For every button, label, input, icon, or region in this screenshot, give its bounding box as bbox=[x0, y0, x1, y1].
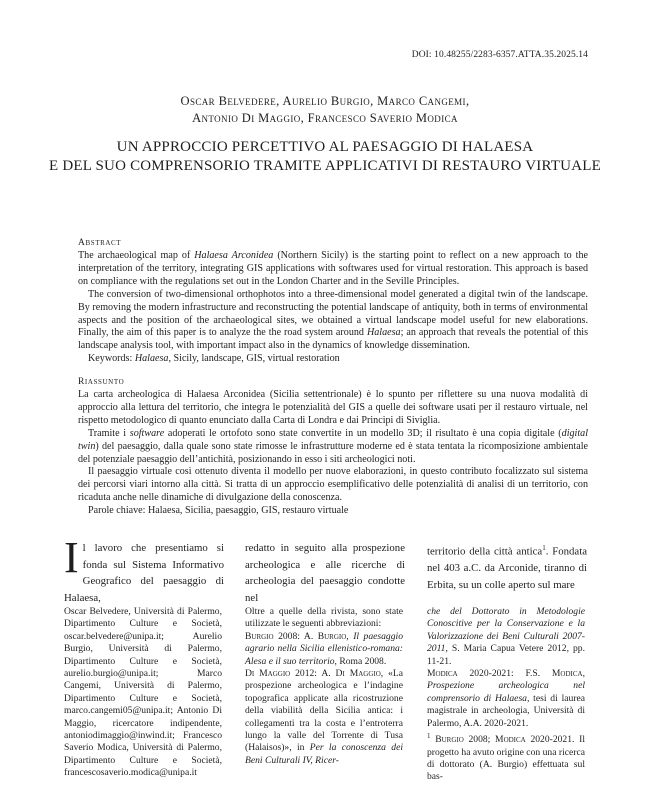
footnote-column-2 bbox=[245, 606, 403, 767]
abstract-paragraph-1: The archaeological map of Halaesa Arconidea (Northern Sicily) is the starting point to reflect on a new approach to the interpretation of the territory, integrating GIS applications with softwares used for virtual restoration. This approach is based on compliance with the regulations set out in the London Charter and in the Seville Principles. bbox=[78, 250, 588, 287]
author-line-1: Oscar Belvedere, Aurelio Burgio, Marco Cangemi, bbox=[180, 94, 470, 108]
abbreviation-dimaggio-cont: che del Dottorato in Metodologie Conoscitive per la Conservazione e la Valorizzazione dei Beni Culturali 2007-2011, S. Maria Capua Vetere 2012, pp. 11-21. bbox=[427, 606, 585, 667]
abbreviation-modica: Modica 2020-2021: F.S. Modica, Prospezione archeologica nel comprensorio di Halaesa, tesi di laurea magistrale in archeologia, Università di Palermo, A.A. 2020-2021. bbox=[427, 668, 585, 729]
footnote-column-3 bbox=[427, 606, 585, 784]
riassunto-section bbox=[78, 377, 588, 518]
body-text-1: l lavoro che presentiamo si fonda sul Sistema Informativo Geografico del paesaggio di Halaesa, bbox=[64, 542, 224, 604]
abstract-keywords: Keywords: Halaesa, Sicily, landscape, GIS, virtual restoration bbox=[88, 353, 340, 365]
title-line-1: UN APPROCCIO PERCETTIVO AL PAESAGGIO DI HALAESA bbox=[116, 139, 534, 155]
abstract-heading: Abstract bbox=[78, 238, 122, 248]
paper-title bbox=[0, 138, 650, 176]
riassunto-heading: Riassunto bbox=[78, 377, 125, 387]
abstract-section bbox=[78, 238, 588, 366]
footnote-1: $^1$ Burgio 2008; Modica 2020-2021. Il progetto ha avuto origine con una ricerca di dottorato (A. Burgio) effettuata sul bas- bbox=[427, 732, 585, 783]
abbreviation-burgio-2008: Burgio 2008: A. Burgio, Il paesaggio agrario nella Sicilia ellenistico-romana: Alesa e il suo territorio, Roma 2008. bbox=[245, 630, 403, 667]
author-list bbox=[0, 93, 650, 127]
body-column-2 bbox=[245, 540, 405, 606]
riassunto-paragraph-1: La carta archeologica di Halaesa Arconidea (Sicilia settentrionale) è lo spunto per riflettere su una nuova modalità di approccio alla lettura del territorio, che integra le potenzialità del GIS a quelle dei software usati per il restauro virtuale, nel rispetto metodologico di quanto enunciato dalla Carta di Londra e dai Principi di Siviglia. bbox=[78, 389, 588, 426]
abbreviation-dimaggio-2012: Di Maggio 2012: A. Di Maggio, «La prospezione archeologica e l’indagine topografica applicate alla ricostruzione della viabilità della Sicilia antica: i collegamenti tra la costa e l’entroterra lungo la valle del Torrente di Tusa (Halaisos)», in Per la conoscenza dei Beni Culturali IV, Ricer- bbox=[245, 668, 403, 766]
author-line-2: Antonio Di Maggio, Francesco Saverio Modica bbox=[192, 111, 458, 125]
author-affiliations: Oscar Belvedere, Università di Palermo, Dipartimento Culture e Società, oscar.belvedere@unipa.it; Aurelio Burgio, Università di Palermo, Dipartimento Culture e Società, aurelio.burgio@unipa.it; Marco Cangemi, Università di Palermo, Dipartimento Culture e Società, marco.cangemi05@unipa.it; Antonio Di Maggio, ricercatore indipendente, antoniodimaggio@inwind.it; Francesco Saverio Modica, Università di Palermo, Dipartimento Culture e Società, francescosaverio.modica@unipa.it bbox=[64, 606, 222, 779]
riassunto-keywords: Parole chiave: Halaesa, Sicilia, paesaggio, GIS, restauro virtuale bbox=[88, 505, 349, 517]
footnote-ref-1: 1 bbox=[542, 544, 546, 552]
doi-label: DOI: 10.48255/2283-6357.ATTA.35.2025.14 bbox=[411, 50, 588, 60]
body-column-1 bbox=[64, 533, 224, 606]
body-column-3 bbox=[427, 540, 587, 593]
title-line-2: E DEL SUO COMPRENSORIO TRAMITE APPLICATIVI DI RESTAURO VIRTUALE bbox=[49, 158, 601, 174]
abbreviations-intro: Oltre a quelle della rivista, sono state utilizzate le seguenti abbreviazioni: bbox=[245, 606, 403, 630]
body-text-2: redatto in seguito alla prospezione archeologica e alle ricerche di archeologia del paesaggio condotte nel bbox=[245, 542, 405, 604]
footnote-column-1 bbox=[64, 606, 222, 780]
drop-cap: I bbox=[64, 533, 79, 582]
riassunto-paragraph-2: Tramite i software adoperati le ortofoto sono state convertite in un modello 3D; il risultato è una copia digitale (digital twin) del paesaggio, dalla quale sono state rimosse le infrastrutture moderne ed è stata tentata la ricomposizione ambientale del potenziale paesaggio dell’antichità, posizionando in esso i siti archeologici noti. bbox=[78, 427, 588, 465]
body-text-3: territorio della città antica$^1$. Fondata nel 403 a.C. da Arconide, tiranno di Erbita, su un colle aperto sul mare bbox=[427, 544, 587, 591]
riassunto-paragraph-3: Il paesaggio virtuale così ottenuto diventa il modello per nuove elaborazioni, in questo contributo focalizzato sul sistema dei percorsi viari intorno alla città. Si tratta di un approccio esemplificativo delle potenzialità di analisi di un territorio, con ricaduta anche nelle dinamiche di divulgazione della conoscenza. bbox=[78, 466, 588, 504]
abstract-paragraph-2: The conversion of two-dimensional orthophotos into a three-dimensional model generated a digital twin of the landscape. By removing the modern infrastructure and reconstructing the potential landscape of antiquity, both in terms of environmental aspects and the position of the archaeological sites, we obtained a virtual landscape model useful for new elaborations. Finally, the aim of this paper is to analyze the the road system around Halaesa; an approach that reveals the potential of this landscape analysis tool, with important impact also in the dynamics of knowledge dissemination. bbox=[78, 288, 588, 352]
